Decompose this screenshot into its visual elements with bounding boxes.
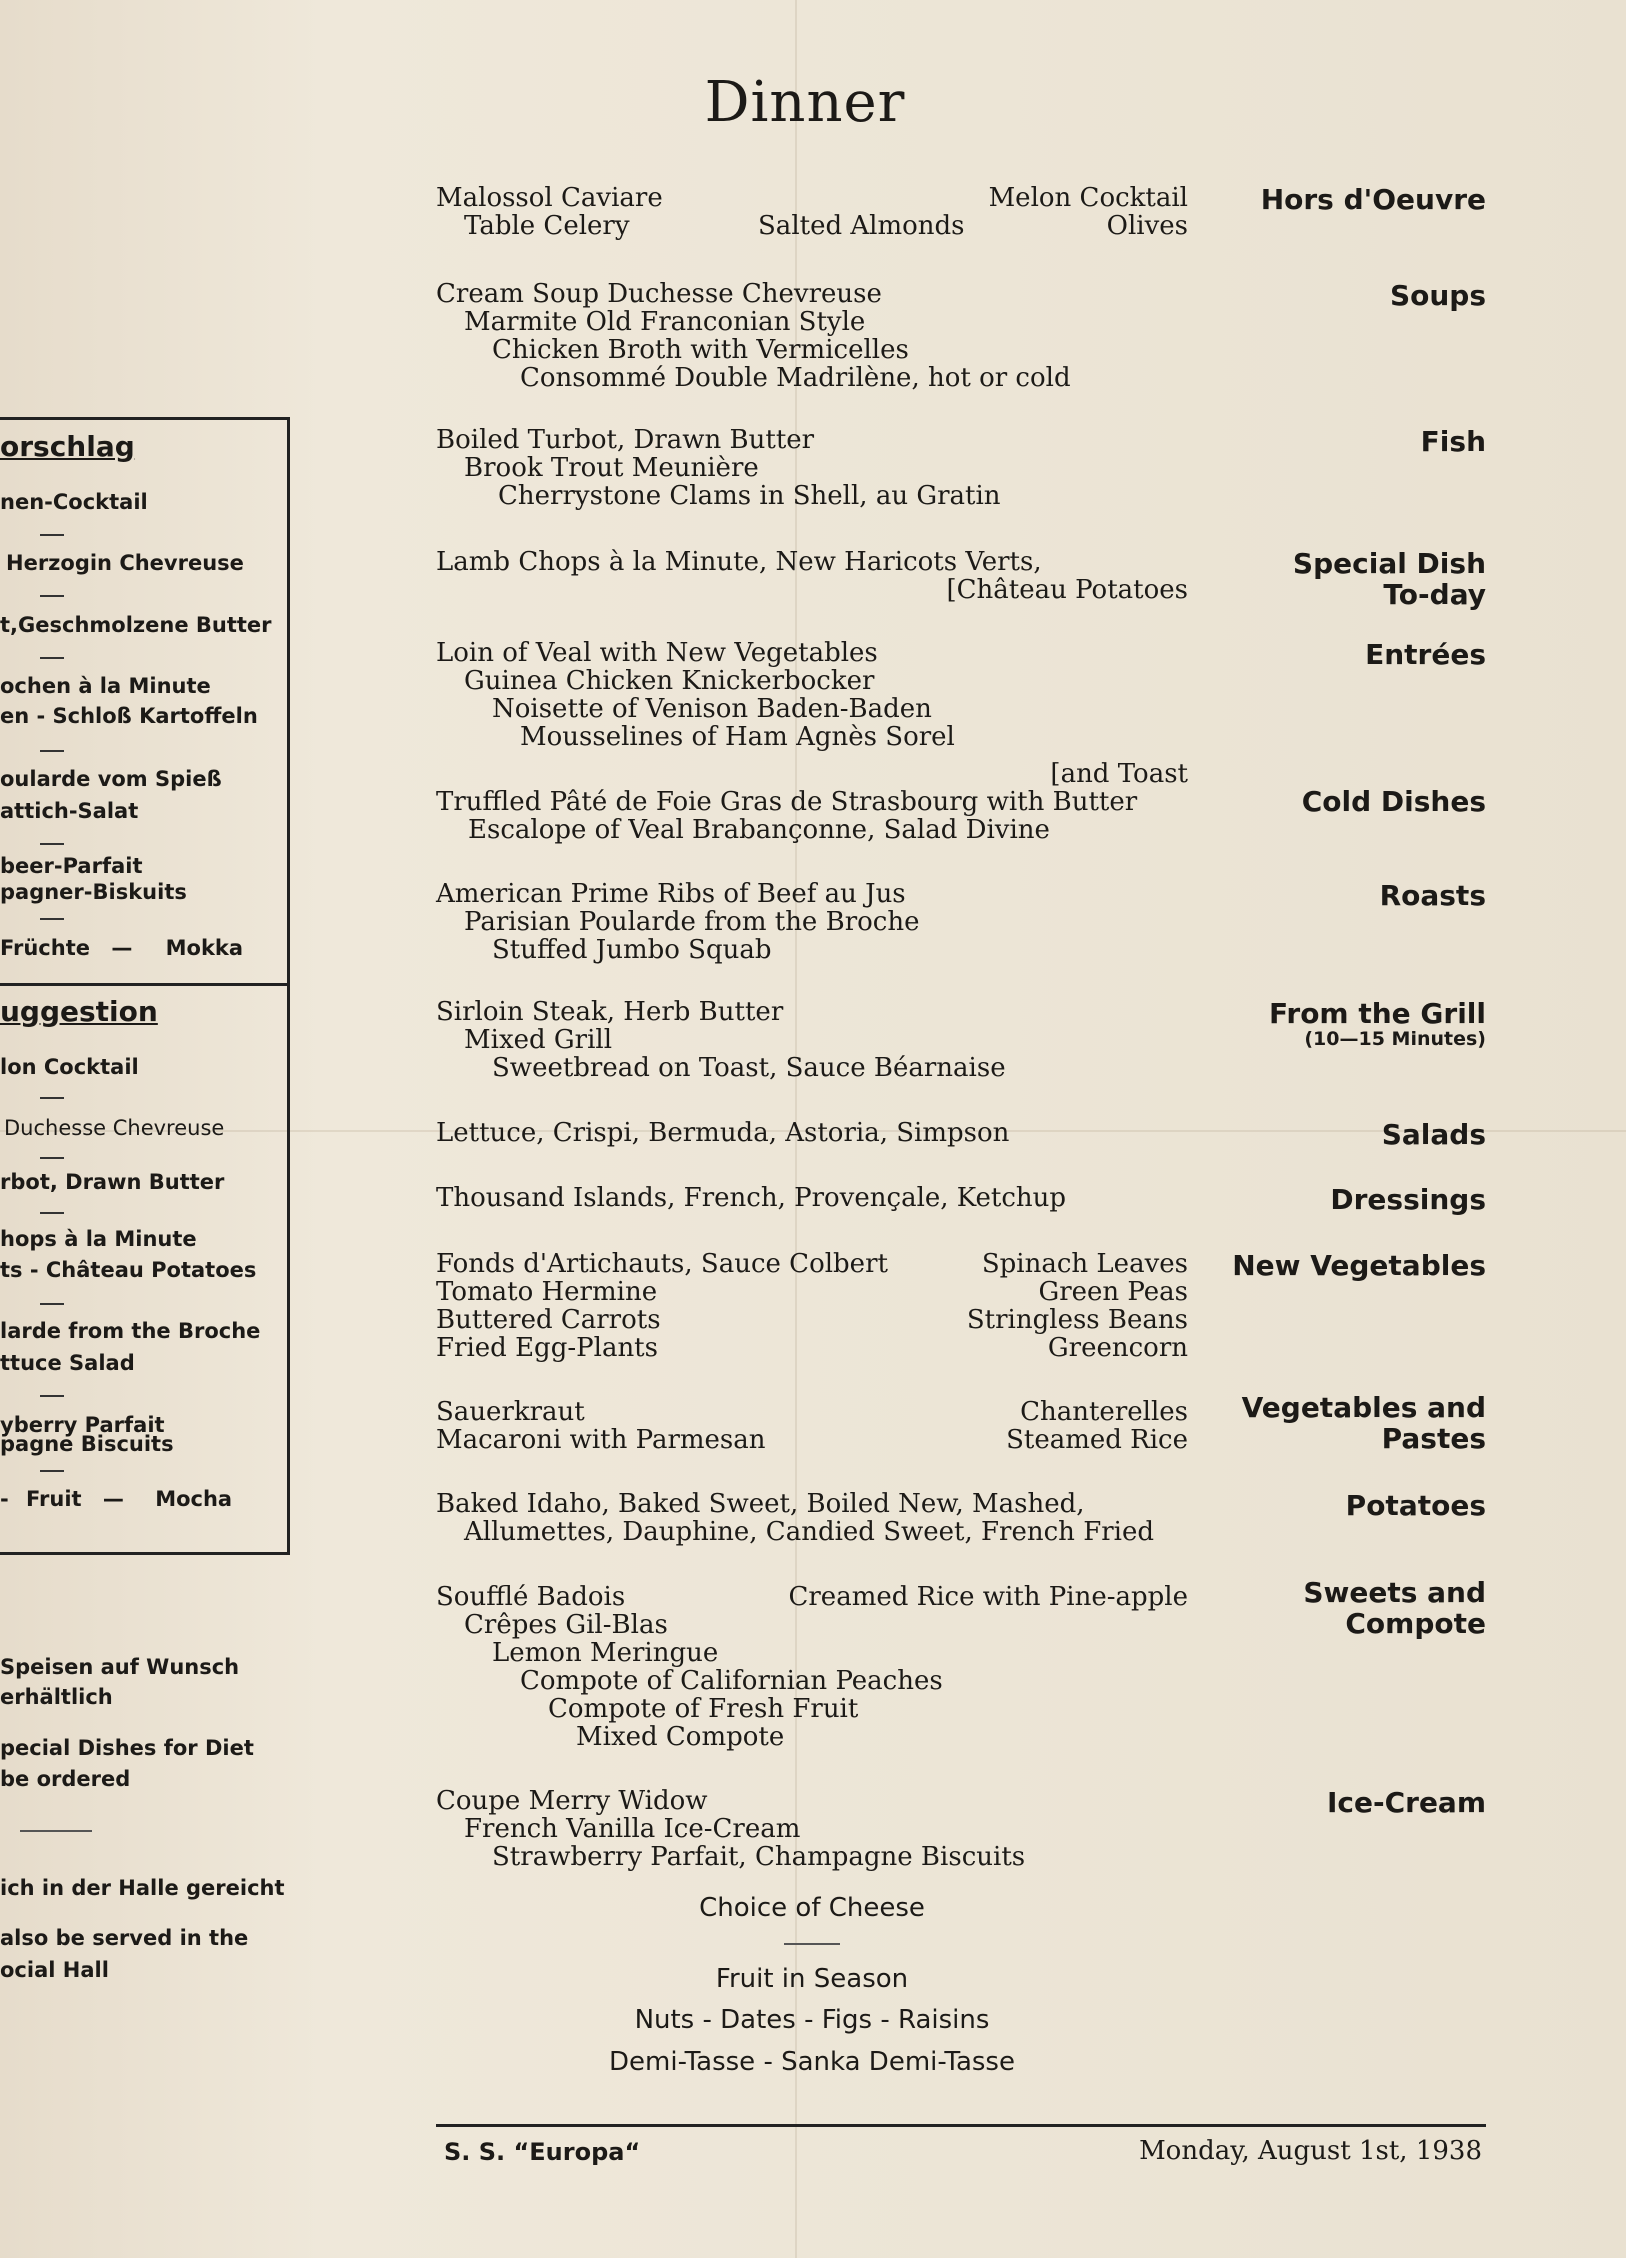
category-line: Compote <box>1345 1607 1486 1640</box>
item-separator <box>40 1097 64 1099</box>
dish: Olives <box>1106 211 1188 241</box>
dish-row <box>436 1278 1188 1306</box>
dish: Green Peas <box>1038 1277 1188 1307</box>
suggestion-item: rbot, Drawn Butter <box>0 1170 225 1194</box>
category-line: Sweets and <box>1303 1576 1486 1609</box>
vorschlag-item: Herzogin Chevreuse <box>6 551 244 575</box>
suggestion-item: Duchesse Chevreuse <box>4 1116 225 1140</box>
note-divider <box>20 1830 92 1832</box>
dish: Thousand Islands, French, Provençale, Ketchup <box>436 1183 1067 1213</box>
dish: Noisette of Venison Baden-Baden <box>492 694 932 724</box>
category-label: Hors d'Oeuvre <box>1260 183 1486 216</box>
vorschlag-last-line <box>0 933 290 963</box>
dish-row <box>436 184 1188 212</box>
category-label <box>1226 1577 1486 1639</box>
note-line: pecial Dishes for Diet <box>0 1736 254 1760</box>
dish: Table Celery <box>464 211 630 241</box>
dish: Sauerkraut <box>436 1397 585 1427</box>
dish: Sweetbread on Toast, Sauce Béarnaise <box>492 1053 1006 1083</box>
em-dash: - <box>0 1487 9 1511</box>
dish: Chanterelles <box>1020 1397 1188 1427</box>
ship-name: S. S. “Europa“ <box>444 2138 641 2166</box>
item-separator <box>40 1470 64 1472</box>
dish: Tomato Hermine <box>436 1277 658 1307</box>
dish: Parisian Poularde from the Broche <box>464 907 920 937</box>
category-label <box>1226 548 1486 610</box>
suggestion-fruit: Fruit <box>26 1487 82 1511</box>
category-label: Cold Dishes <box>1301 785 1486 818</box>
dish: Stringless Beans <box>966 1305 1188 1335</box>
dish-row <box>436 1583 1188 1611</box>
fruit-line: Fruit in Season <box>715 1964 909 1994</box>
dish: Lamb Chops à la Minute, New Haricots Verts, <box>436 547 1042 577</box>
suggestion-coffee: Mocha <box>155 1487 233 1511</box>
vorschlag-item: oularde vom Spieß <box>0 767 222 791</box>
dish: Melon Cocktail <box>988 183 1188 213</box>
dish-row <box>436 1250 1188 1278</box>
dish: Consommé Double Madrilène, hot or cold <box>520 363 1071 393</box>
coffee-line: Demi-Tasse - Sanka Demi-Tasse <box>609 2047 1015 2077</box>
dish: Loin of Veal with New Vegetables <box>436 638 878 668</box>
note-line: also be served in the <box>0 1926 249 1950</box>
suggestion-item: ts - Château Potatoes <box>0 1258 257 1282</box>
dish: Cherrystone Clams in Shell, au Gratin <box>498 481 1001 511</box>
suggestion-item: larde from the Broche <box>0 1319 261 1343</box>
note-line: be ordered <box>0 1767 131 1791</box>
suggestion-box <box>0 417 290 1555</box>
category-line: Special Dish <box>1292 547 1486 580</box>
suggestion-item: pagne Biscuits <box>0 1432 174 1456</box>
dish: Coupe Merry Widow <box>436 1786 708 1816</box>
dish: Lettuce, Crispi, Bermuda, Astoria, Simpson <box>436 1118 1010 1148</box>
dish-continuation: [and Toast <box>1050 759 1188 789</box>
vorschlag-fruit: Früchte <box>0 936 90 960</box>
dish-row <box>436 212 1188 240</box>
menu-title: Dinner <box>704 70 906 135</box>
cheese-line: Choice of Cheese <box>699 1893 925 1923</box>
dish: Macaroni with Parmesan <box>436 1425 766 1455</box>
suggestion-item: lon Cocktail <box>0 1055 139 1079</box>
suggestion-item: yberry Parfait <box>0 1413 165 1437</box>
em-dash: — <box>102 1487 124 1511</box>
category-label: Salads <box>1381 1118 1486 1151</box>
dish: Fried Egg-Plants <box>436 1333 658 1363</box>
vorschlag-item: en - Schloß Kartoffeln <box>0 704 258 728</box>
suggestion-item: hops à la Minute <box>0 1227 197 1251</box>
vorschlag-item: t,Geschmolzene Butter <box>0 613 272 637</box>
dish: Sirloin Steak, Herb Butter <box>436 997 784 1027</box>
dish: Mixed Grill <box>464 1025 613 1055</box>
note-line: Speisen auf Wunsch <box>0 1655 240 1679</box>
suggestion-box-divider <box>0 983 287 986</box>
dish: Escalope of Veal Brabançonne, Salad Divine <box>468 815 1050 845</box>
dish: French Vanilla Ice-Cream <box>464 1814 801 1844</box>
em-dash: — <box>111 936 133 960</box>
dish: Malossol Caviare <box>436 183 663 213</box>
item-separator <box>40 918 64 920</box>
dish: Mixed Compote <box>576 1722 785 1752</box>
category-label: Roasts <box>1379 879 1486 912</box>
vorschlag-item: attich-Salat <box>0 799 139 823</box>
suggestion-heading: uggestion <box>0 995 158 1028</box>
category-label <box>1226 998 1486 1049</box>
dish: Baked Idaho, Baked Sweet, Boiled New, Mashed, <box>436 1489 1085 1519</box>
dish: Stuffed Jumbo Squab <box>492 935 772 965</box>
dish: Compote of Californian Peaches <box>520 1666 943 1696</box>
note-line: ich in der Halle gereicht <box>0 1876 285 1900</box>
dish-row <box>436 1334 1188 1362</box>
dish: Boiled Turbot, Drawn Butter <box>436 425 815 455</box>
category-label: Dressings <box>1330 1183 1486 1216</box>
item-separator <box>40 1395 64 1397</box>
dish: Guinea Chicken Knickerbocker <box>464 666 875 696</box>
dish: Greencorn <box>1047 1333 1188 1363</box>
dish: Chicken Broth with Vermicelles <box>492 335 909 365</box>
dish-continuation: [Château Potatoes <box>946 575 1188 605</box>
dish: Soufflé Badois <box>436 1582 626 1612</box>
item-separator <box>40 750 64 752</box>
dish: Salted Almonds <box>758 211 965 241</box>
dish: Spinach Leaves <box>981 1249 1188 1279</box>
dish: Allumettes, Dauphine, Candied Sweet, French Fried <box>464 1517 1155 1547</box>
dish: Truffled Pâté de Foie Gras de Strasbourg with Butter <box>436 787 1138 817</box>
vorschlag-item: pagner-Biskuits <box>0 880 187 904</box>
category-label <box>1226 1392 1486 1454</box>
vorschlag-coffee: Mokka <box>165 936 244 960</box>
note-line: ocial Hall <box>0 1958 109 1982</box>
category-line: To-day <box>1383 578 1486 611</box>
menu-date: Monday, August 1st, 1938 <box>1139 2136 1482 2166</box>
dish: Marmite Old Franconian Style <box>464 307 866 337</box>
item-separator <box>40 1303 64 1305</box>
item-separator <box>40 534 64 536</box>
dish: Cream Soup Duchesse Chevreuse <box>436 279 882 309</box>
category-label: Soups <box>1389 279 1486 312</box>
item-separator <box>40 843 64 845</box>
dish: American Prime Ribs of Beef au Jus <box>436 879 906 909</box>
category-line: Pastes <box>1381 1422 1486 1455</box>
vorschlag-heading: orschlag <box>0 430 135 463</box>
dish-row <box>436 1306 1188 1334</box>
dish: Steamed Rice <box>1006 1425 1188 1455</box>
dish: Mousselines of Ham Agnès Sorel <box>520 722 955 752</box>
center-divider <box>436 1943 1188 1945</box>
dish: Creamed Rice with Pine-apple <box>788 1582 1188 1612</box>
dish: Strawberry Parfait, Champagne Biscuits <box>492 1842 1026 1872</box>
dish: Compote of Fresh Fruit <box>548 1694 859 1724</box>
category-line: Vegetables and <box>1241 1391 1486 1424</box>
category-label: New Vegetables <box>1232 1249 1486 1282</box>
dish: Lemon Meringue <box>492 1638 719 1668</box>
dish: Buttered Carrots <box>436 1305 661 1335</box>
suggestion-last-line <box>0 1484 290 1514</box>
item-separator <box>40 1212 64 1214</box>
footer-rule <box>436 2124 1486 2127</box>
suggestion-item: ttuce Salad <box>0 1351 135 1375</box>
category-label: Potatoes <box>1345 1489 1486 1522</box>
item-separator <box>40 1157 64 1159</box>
item-separator <box>40 595 64 597</box>
item-separator <box>40 657 64 659</box>
vorschlag-item: nen-Cocktail <box>0 490 148 514</box>
category-label: Ice-Cream <box>1326 1786 1486 1819</box>
category-subtitle: (10—15 Minutes) <box>1304 1028 1486 1050</box>
dish: Crêpes Gil-Blas <box>464 1610 668 1640</box>
dish: Fonds d'Artichauts, Sauce Colbert <box>436 1249 888 1279</box>
category-label: Fish <box>1420 425 1486 458</box>
dish-row <box>436 1398 1188 1426</box>
vorschlag-item: beer-Parfait <box>0 854 143 878</box>
vorschlag-item: ochen à la Minute <box>0 674 211 698</box>
category-label: Entrées <box>1365 638 1486 671</box>
dish: Brook Trout Meunière <box>464 453 759 483</box>
note-line: erhältlich <box>0 1685 113 1709</box>
category-line: From the Grill <box>1269 997 1486 1030</box>
dish-row <box>436 1426 1188 1454</box>
nuts-line: Nuts - Dates - Figs - Raisins <box>634 2005 990 2035</box>
